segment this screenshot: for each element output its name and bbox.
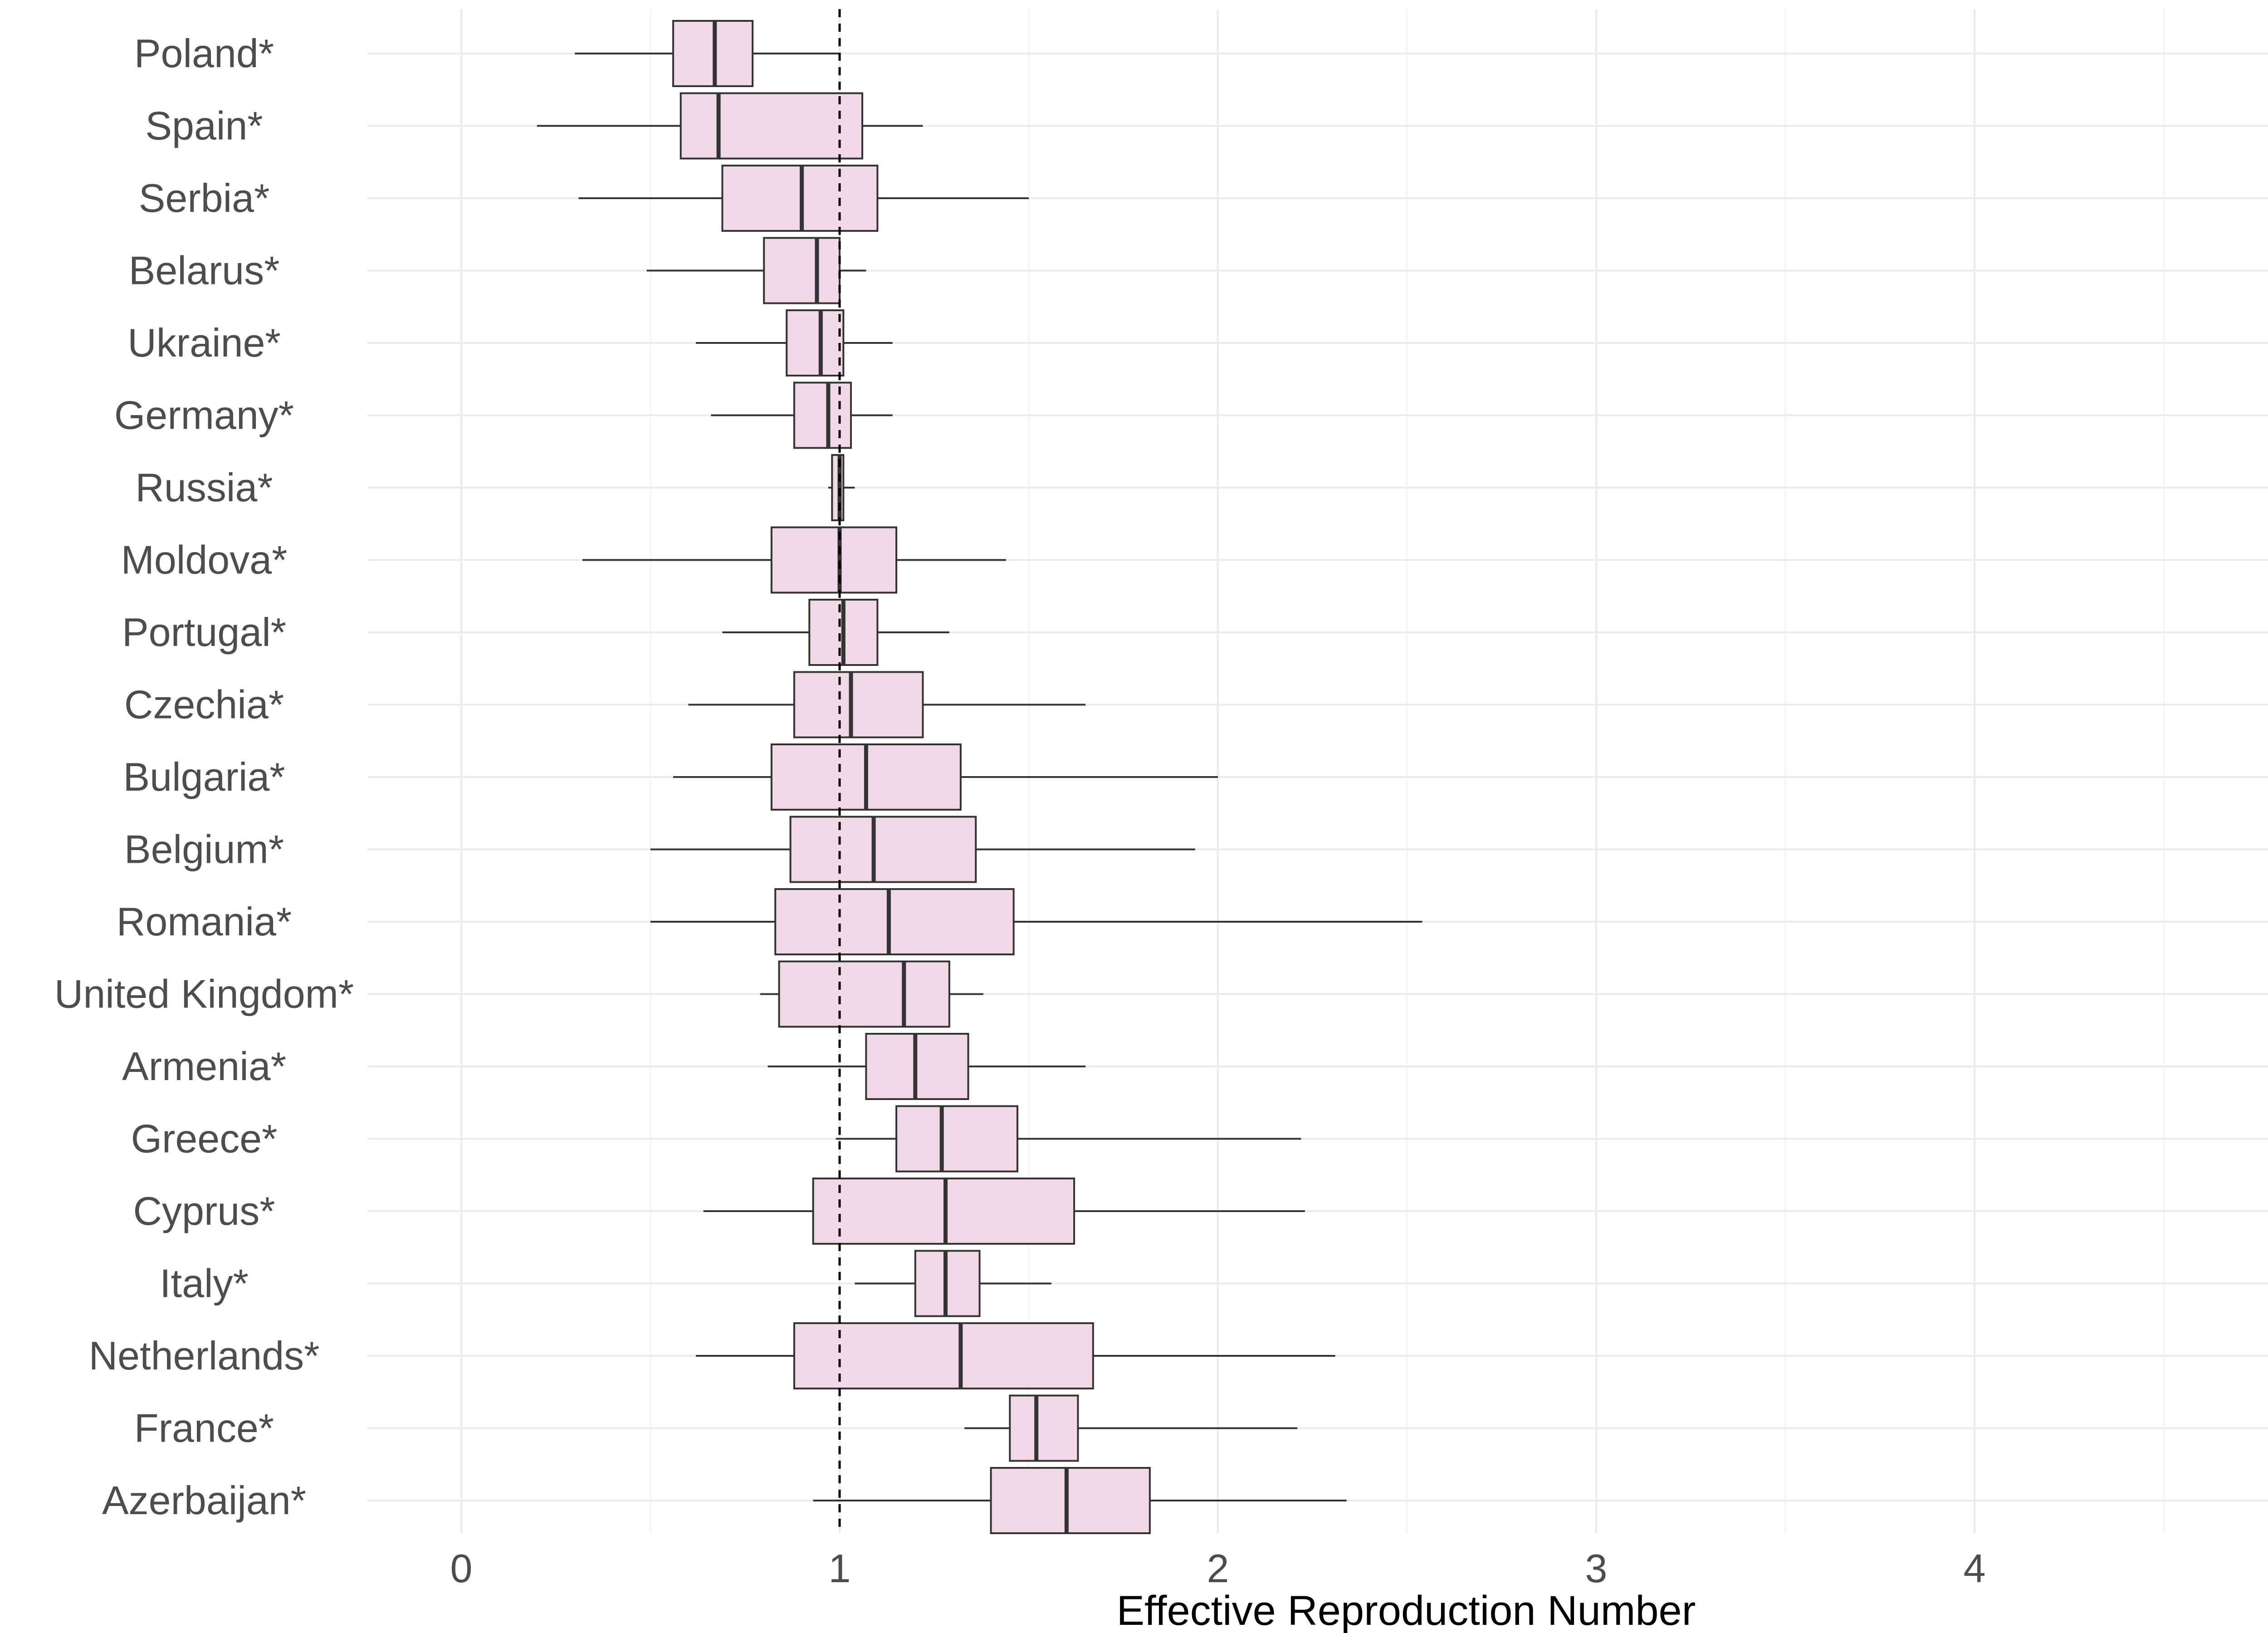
box-iqr [791, 817, 976, 882]
box-iqr [896, 1106, 1017, 1172]
x-tick-label: 1 [828, 1546, 851, 1591]
y-tick-label: Portugal* [122, 610, 287, 655]
box-iqr [794, 383, 851, 448]
box-iqr [1010, 1396, 1078, 1461]
y-tick-label: Greece* [131, 1116, 278, 1161]
y-tick-label: Azerbaijan* [102, 1478, 307, 1523]
y-tick-label: Bulgaria* [123, 754, 285, 799]
y-tick-label: Germany* [114, 392, 294, 438]
y-tick-label: Moldova* [121, 537, 288, 582]
y-tick-label: Cyprus* [133, 1188, 275, 1233]
y-tick-label: Poland* [134, 31, 274, 76]
box-iqr [794, 672, 923, 738]
y-tick-label: Belgium* [124, 826, 284, 872]
x-tick-label: 3 [1585, 1546, 1608, 1591]
y-tick-label: Ukraine* [127, 320, 281, 365]
box-iqr [764, 238, 840, 303]
y-tick-label: France* [134, 1405, 274, 1451]
x-tick-label: 0 [450, 1546, 473, 1591]
box-iqr [775, 889, 1013, 954]
y-tick-label: Netherlands* [88, 1333, 320, 1378]
y-tick-label: United Kingdom* [54, 971, 354, 1017]
box-iqr [779, 962, 949, 1027]
y-tick-label: Spain* [145, 103, 263, 148]
y-tick-label: Russia* [135, 465, 273, 510]
box-iqr [787, 310, 843, 376]
y-tick-label: Czechia* [124, 682, 284, 727]
y-tick-label: Belarus* [128, 248, 280, 293]
box-iqr [681, 93, 862, 159]
y-tick-label: Romania* [116, 899, 292, 944]
y-tick-label: Serbia* [138, 176, 270, 220]
y-tick-label: Italy* [160, 1261, 249, 1306]
y-tick-label: Armenia* [122, 1044, 286, 1089]
x-axis-label: Effective Reproduction Number [1116, 1588, 1696, 1633]
x-tick-label: 2 [1207, 1546, 1229, 1591]
box-iqr [991, 1468, 1150, 1533]
x-tick-label: 4 [1963, 1546, 1986, 1591]
box-iqr [772, 528, 896, 593]
